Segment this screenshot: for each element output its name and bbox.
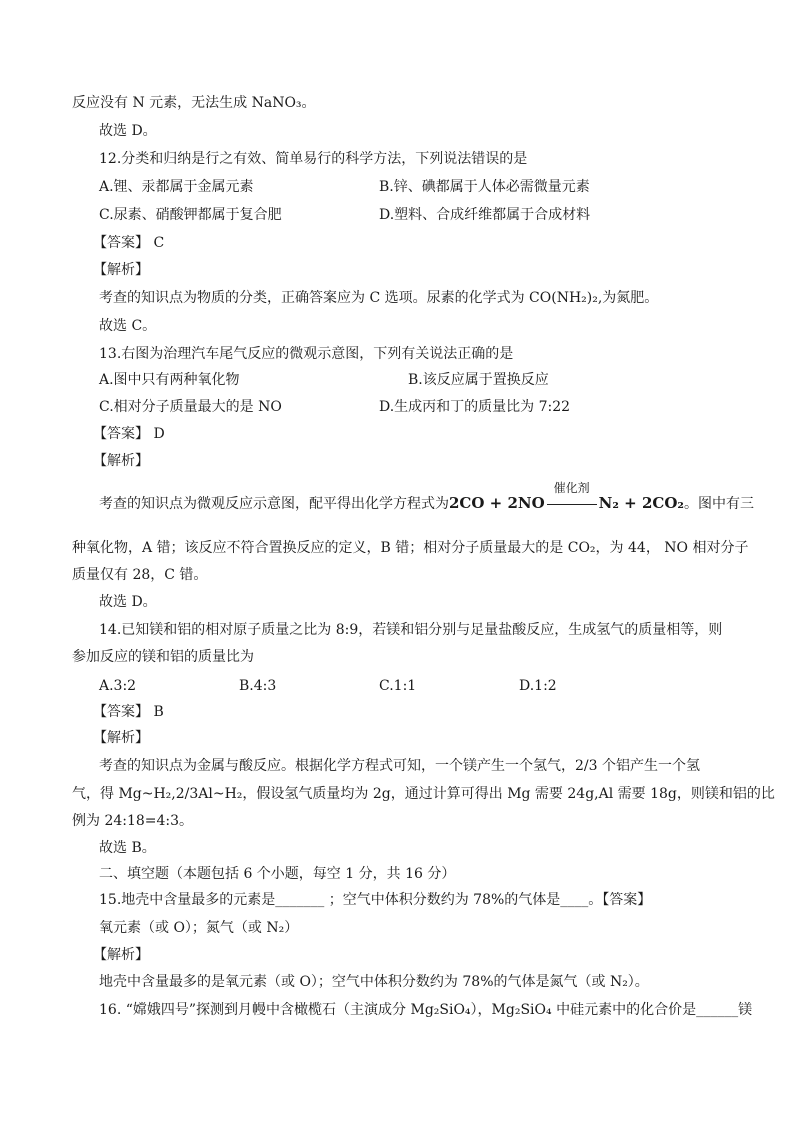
option-d: D.塑料、合成纤维都属于合成材料: [379, 207, 591, 223]
question-12: 12.分类和归纳是行之有效、简单易行的科学方法，下列说法错误的是: [99, 151, 528, 167]
question-16: 16. “嫦娥四号”探测到月幔中含橄榄石（主演成分 Mg₂SiO₄），Mg₂SiO₄ 中硅元素中的化合价是______镁: [99, 1002, 753, 1018]
option-d: D.1:2: [519, 678, 557, 694]
answer-label: 【答案】 C: [93, 235, 165, 251]
option-c: C.尿素、硝酸钾都属于复合肥: [99, 207, 282, 223]
answer-label: 【答案】 B: [93, 704, 164, 720]
text-line: 故选 D。: [99, 594, 157, 610]
analysis-label: 【解析】: [93, 262, 149, 278]
answer-text: 氧元素（或 O）；氮气（或 N₂）: [99, 920, 299, 936]
explanation: 考查的知识点为金属与酸反应。根据化学方程式可知，一个镁产生一个氢气，2/3 个铝产生一个氢: [99, 758, 700, 774]
text-line: 质量仅有 28，C 错。: [72, 567, 208, 583]
question-15: 15.地壳中含量最多的元素是_______ ；空气中体积分数约为 78%的气体是____。【答案】: [99, 892, 652, 908]
explanation-text: 考查的知识点为微观反应示意图，配平得出化学方程式为: [99, 496, 449, 512]
explanation-text: 。图中有三: [683, 496, 754, 512]
option-a: A.图中只有两种氧化物: [99, 372, 240, 388]
text-line: 反应没有 N 元素，无法生成 NaNO₃。: [72, 95, 316, 111]
explanation: 地壳中含量最多的是氧元素（或 O）；空气中体积分数约为 78%的气体是氮气（或 N₂）。: [99, 974, 649, 990]
analysis-label: 【解析】: [93, 730, 149, 746]
option-b: B.该反应属于置换反应: [408, 372, 549, 388]
text-line: 种氧化物，A 错；该反应不符合置换反应的定义，B 错；相对分子质量最大的是 CO₂，为 44， NO 相对分子: [72, 540, 749, 556]
option-c: C.1:1: [379, 678, 417, 694]
section-heading: 二、填空题（本题包括 6 个小题，每空 1 分，共 16 分）: [99, 866, 456, 882]
catalyst-label: 催化剂: [553, 481, 590, 495]
text-line: 例为 24:18=4:3。: [72, 813, 194, 829]
explanation: 考查的知识点为物质的分类，正确答案应为 C 选项。尿素的化学式为 CO(NH₂)₂,为氮肥。: [99, 290, 659, 306]
equation-products: N₂ + 2CO₂: [598, 494, 684, 512]
option-c: C.相对分子质量最大的是 NO: [99, 399, 282, 415]
text-line: 气，得 Mg~H₂,2/3Al~H₂，假设氢气质量均为 2g，通过计算可得出 Mg 需要 24g,Al 需要 18g，则镁和铝的比: [72, 786, 775, 802]
text-line: 故选 B。: [99, 840, 156, 856]
option-b: B.锌、碘都属于人体必需微量元素: [379, 179, 590, 195]
analysis-label: 【解析】: [93, 453, 149, 469]
catalyst-arrow: [547, 481, 597, 514]
text-line: 故选 C。: [99, 318, 157, 334]
question-13: 13.右图为治理汽车尾气反应的微观示意图，下列有关说法正确的是: [99, 346, 514, 362]
equation-bar: [547, 504, 597, 505]
answer-label: 【答案】 D: [93, 426, 165, 442]
option-a: A.锂、汞都属于金属元素: [99, 179, 254, 195]
option-b: B.4:3: [239, 678, 277, 694]
text-line: 参加反应的镁和铝的质量比为: [72, 649, 254, 665]
text-line: 故选 D。: [99, 123, 157, 139]
analysis-label: 【解析】: [93, 947, 149, 963]
explanation-with-equation: [99, 481, 754, 514]
option-a: A.3:2: [99, 678, 137, 694]
option-d: D.生成丙和丁的质量比为 7:22: [379, 399, 571, 415]
equation-reactants: 2CO + 2NO: [449, 494, 545, 512]
question-14: 14.已知镁和铝的相对原子质量之比为 8:9，若镁和铝分别与足量盐酸反应，生成氢气的质量相等，则: [99, 622, 723, 638]
